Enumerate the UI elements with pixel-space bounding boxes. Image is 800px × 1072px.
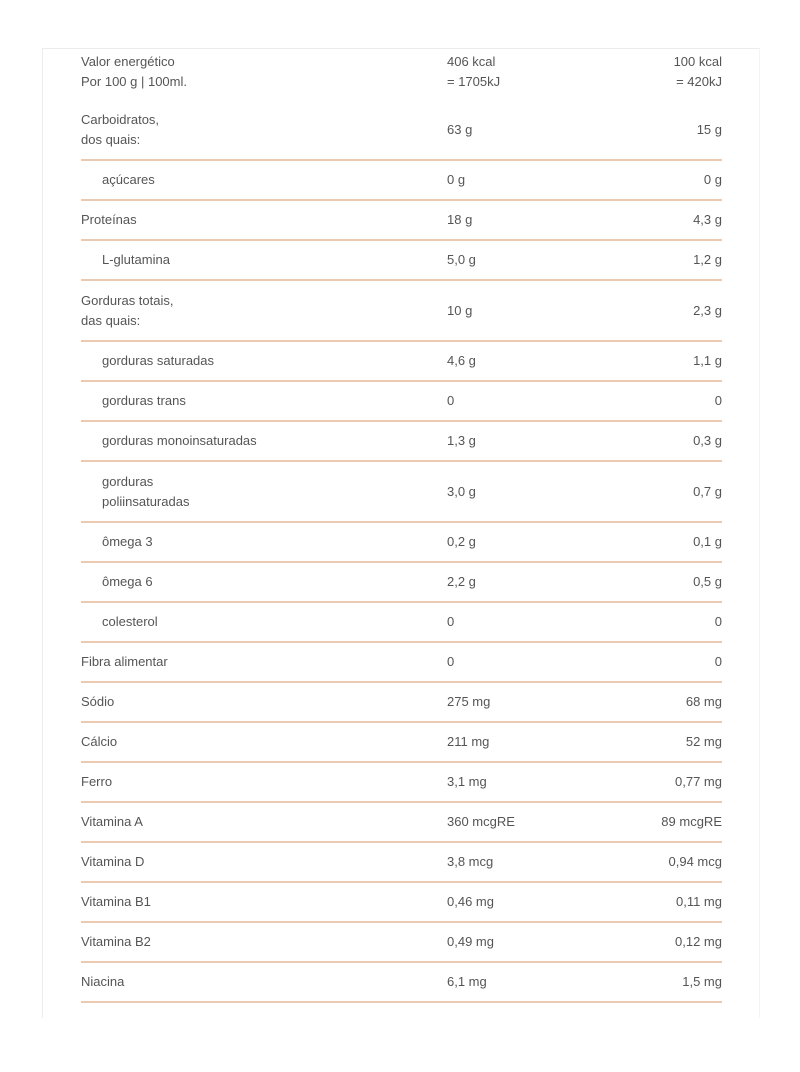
- table-row: [81, 683, 722, 723]
- nutrient-value-100g: 0 g: [447, 172, 466, 187]
- nutrient-value-100g: 63 g: [447, 121, 473, 137]
- table-row: [81, 342, 722, 382]
- table-row: [81, 963, 722, 1003]
- energy-header-row: [81, 50, 722, 100]
- nutrient-name: gorduras poliinsaturadas: [102, 473, 190, 509]
- nutrient-value-100g: 6,1 mg: [447, 974, 487, 989]
- nutrient-value-portion: 1,1 g: [693, 353, 722, 368]
- nutrient-value-portion: 0,7 g: [693, 483, 722, 499]
- nutrient-value-100g: 3,0 g: [447, 483, 476, 499]
- nutrient-value-100g: 10 g: [447, 302, 473, 318]
- nutrient-value-portion: 0,77 mg: [675, 774, 722, 789]
- nutrient-name: gorduras saturadas: [102, 353, 215, 368]
- nutrient-value-100g: 18 g: [447, 212, 473, 227]
- nutrient-value-100g: 0,46 mg: [447, 894, 494, 909]
- nutrient-value-portion: 52 mg: [685, 734, 722, 749]
- table-row: [81, 723, 722, 763]
- energy-label: Valor energético Por 100 g | 100ml.: [81, 54, 187, 89]
- nutrient-value-100g: 4,6 g: [447, 353, 476, 368]
- nutrient-name: Niacina: [81, 974, 125, 989]
- nutrient-name: Carboidratos, dos quais:: [81, 111, 160, 147]
- nutrient-value-100g: 0: [447, 393, 455, 408]
- nutrient-name: Ferro: [81, 774, 113, 789]
- nutrient-value-portion: 0,12 mg: [675, 934, 722, 949]
- nutrient-name: Sódio: [81, 694, 115, 709]
- nutrient-name: gorduras trans: [102, 393, 186, 408]
- table-row: [81, 843, 722, 883]
- nutrient-value-portion: 89 mcgRE: [661, 814, 722, 829]
- nutrient-name: gorduras monoinsaturadas: [102, 433, 257, 448]
- table-row: [81, 803, 722, 843]
- nutrient-name: L-glutamina: [102, 252, 170, 267]
- energy-value-portion: 100 kcal = 420kJ: [673, 54, 722, 89]
- nutrient-value-100g: 0,49 mg: [447, 934, 494, 949]
- nutrient-name: colesterol: [102, 614, 158, 629]
- nutrient-name: Cálcio: [81, 734, 118, 749]
- table-row: [81, 603, 722, 643]
- nutrient-value-100g: 0: [447, 654, 455, 669]
- energy-value-100g: 406 kcal = 1705kJ: [447, 54, 501, 89]
- table-row: [81, 462, 722, 523]
- nutrient-name: Vitamina D: [81, 854, 145, 869]
- nutrient-value-portion: 1,2 g: [693, 252, 722, 267]
- nutrition-table: [81, 50, 722, 1003]
- table-row: [81, 201, 722, 241]
- nutrient-name: açúcares: [102, 172, 155, 187]
- nutrient-value-portion: 0,11 mg: [675, 894, 722, 909]
- nutrient-value-100g: 3,8 mcg: [447, 854, 494, 869]
- nutrient-value-100g: 0: [447, 614, 455, 629]
- table-row: [81, 523, 722, 563]
- nutrient-value-portion: 4,3 g: [693, 212, 722, 227]
- nutrient-value-100g: 1,3 g: [447, 433, 476, 448]
- table-row: [81, 382, 722, 422]
- table-row: [81, 643, 722, 683]
- nutrient-name: Vitamina A: [81, 814, 143, 829]
- nutrient-value-portion: 0: [714, 393, 722, 408]
- nutrient-name: Proteínas: [81, 212, 137, 227]
- nutrient-value-portion: 68 mg: [685, 694, 722, 709]
- nutrient-value-100g: 211 mg: [447, 734, 490, 749]
- table-row: [81, 241, 722, 281]
- nutrient-name: Fibra alimentar: [81, 654, 168, 669]
- table-row: [81, 161, 722, 201]
- nutrient-value-100g: 360 mcgRE: [447, 814, 515, 829]
- nutrient-value-portion: 2,3 g: [693, 302, 722, 318]
- table-row: [81, 100, 722, 161]
- nutrient-name: ômega 6: [102, 574, 153, 589]
- nutrient-value-portion: 0,94 mcg: [668, 854, 722, 869]
- nutrient-value-100g: 2,2 g: [447, 574, 476, 589]
- table-row: [81, 422, 722, 462]
- nutrient-value-portion: 0 g: [703, 172, 722, 187]
- nutrient-value-portion: 0,3 g: [693, 433, 722, 448]
- nutrient-value-100g: 275 mg: [447, 694, 491, 709]
- nutrient-value-portion: 1,5 mg: [682, 974, 722, 989]
- nutrient-name: ômega 3: [102, 534, 153, 549]
- nutrient-value-100g: 5,0 g: [447, 252, 476, 267]
- table-row: [81, 563, 722, 603]
- nutrient-value-portion: 0,1 g: [693, 534, 722, 549]
- table-row: [81, 883, 722, 923]
- table-row: [81, 763, 722, 803]
- nutrient-value-portion: 0: [714, 614, 722, 629]
- nutrient-name: Gorduras totais, das quais:: [81, 292, 174, 328]
- nutrient-value-portion: 15 g: [696, 121, 722, 137]
- nutrient-name: Vitamina B2: [81, 934, 151, 949]
- table-row: [81, 281, 722, 342]
- nutrient-value-portion: 0: [714, 654, 722, 669]
- nutrient-name: Vitamina B1: [81, 894, 151, 909]
- nutrient-value-100g: 0,2 g: [447, 534, 476, 549]
- nutrient-value-100g: 3,1 mg: [447, 774, 487, 789]
- table-row: [81, 923, 722, 963]
- nutrient-value-portion: 0,5 g: [693, 574, 722, 589]
